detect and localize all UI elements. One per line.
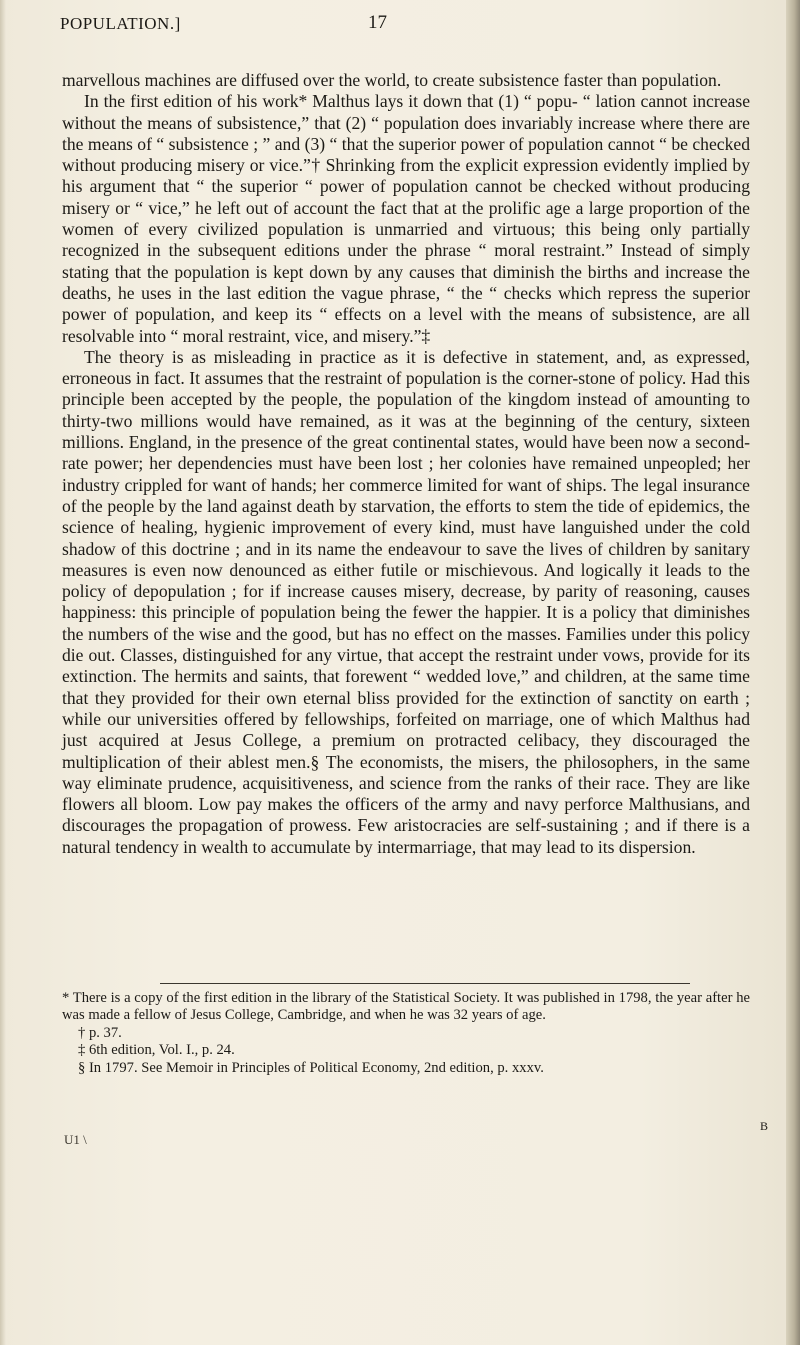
paragraph-3: The theory is as misleading in practice as it is defective in statement, and, as expressed, erroneous in fact. It assumes that the restraint of population is the corner-stone of policy. Had this principle been accepted by the people, the population of the kingdom instead of amounting to thirty-two millions would have remained, as it was at the beginning of the century, sixteen millions. England, in the presence of the great continental states, would have been now a second-rate power; her dependencies must have been lost ; her colonies have remained unpeopled; her industry crippled for want of hands; her commerce limited for want of ships. The legal insurance of the people by the land against death by starvation, the efforts to stem the tide of epidemics, the science of healing, hygienic improvement of every kind, must have languished under the cold shadow of this doctrine ; and in its name the endeavour to save the lives of children by sanitary measures is even now denounced as either futile or mischievous. And logically it leads to the policy of depopulation ; for if increase causes misery, decrease, by parity of reasoning, causes happiness: this principle of population being the fewer the happier. It is a policy that diminishes the numbers of the wise and the good, but has no effect on the masses. Families under this policy die out. Classes, distinguished for any virtue, that accept the restraint under vows, provide for its extinction. The hermits and saints, that forewent “ wedded love,” and children, at the same time that they provided for their own eternal bliss provided for the extinction of sanctity on earth ; while our universities offered by fellowships, forfeited on marriage, one of which Malthus had just acquired at Jesus College, a premium on protracted celibacy, they discouraged the multiplication of their ablest men.§ The economists, the misers, the philosophers, in the same way eliminate prudence, acquisitiveness, and science from the ranks of their race. They are like flowers all bloom. Low pay makes the officers of the army and navy perforce Malthusians, and discourages the propagation of prowess. Few aristocracies are self-sustaining ; and if there is a natural tendency in wealth to accumulate by intermarriage, that may lead to its dispersion. (62, 346, 750, 857)
footnote-2: † p. 37. (78, 1024, 122, 1041)
page-left-shadow (0, 0, 6, 1345)
paragraph-2: In the first edition of his work* Malthus lays it down that (1) “ popu- “ lation cannot increase without the means of subsistence,” that (2) “ population does invariably increase where there are the means of “ subsistence ; ” and (3) “ that the superior power of population cannot “ be checked without producing misery or vice.”† Shrinking from the explicit expression evidently implied by his argument that “ the superior “ power of population cannot be checked without producing misery or “ vice,” he left out of account the fact that at the prolific age a large proportion of the women of every civilized population is unmarried and virtuous; this being only partially recognized in the subsequent editions under the phrase “ moral restraint.” Instead of simply stating that the population is kept down by any causes that diminish the births and increase the deaths, he uses in the last edition the vague phrase, “ the “ checks which repress the superior power of population, and keep its “ effects on a level with the means of subsistence, are all resolvable into “ moral restraint, vice, and misery.”‡ (62, 91, 750, 346)
signature-mark: B (760, 1119, 769, 1133)
body-text (62, 70, 750, 858)
footnote-1: * There is a copy of the first edition in the library of the Statistical Society. It was published in 1798, the year after he was made a fellow of Jesus College, Cambridge, and when he was 32 years of age. (62, 990, 750, 1024)
footnotes (62, 990, 750, 1077)
page-header (60, 14, 750, 44)
running-head: POPULATION.] (60, 14, 181, 33)
footnote-divider (160, 983, 690, 984)
footnote-4: § In 1797. See Memoir in Principles of Political Economy, 2nd edition, p. xxxv. (78, 1059, 544, 1076)
page-number: 17 (368, 12, 387, 33)
margin-mark: U1 \ (64, 1132, 87, 1147)
page-right-edge (786, 0, 800, 1345)
paragraph-1: marvellous machines are diffused over the world, to create subsistence faster than population. (62, 70, 722, 90)
footnote-3: ‡ 6th edition, Vol. I., p. 24. (78, 1042, 235, 1059)
